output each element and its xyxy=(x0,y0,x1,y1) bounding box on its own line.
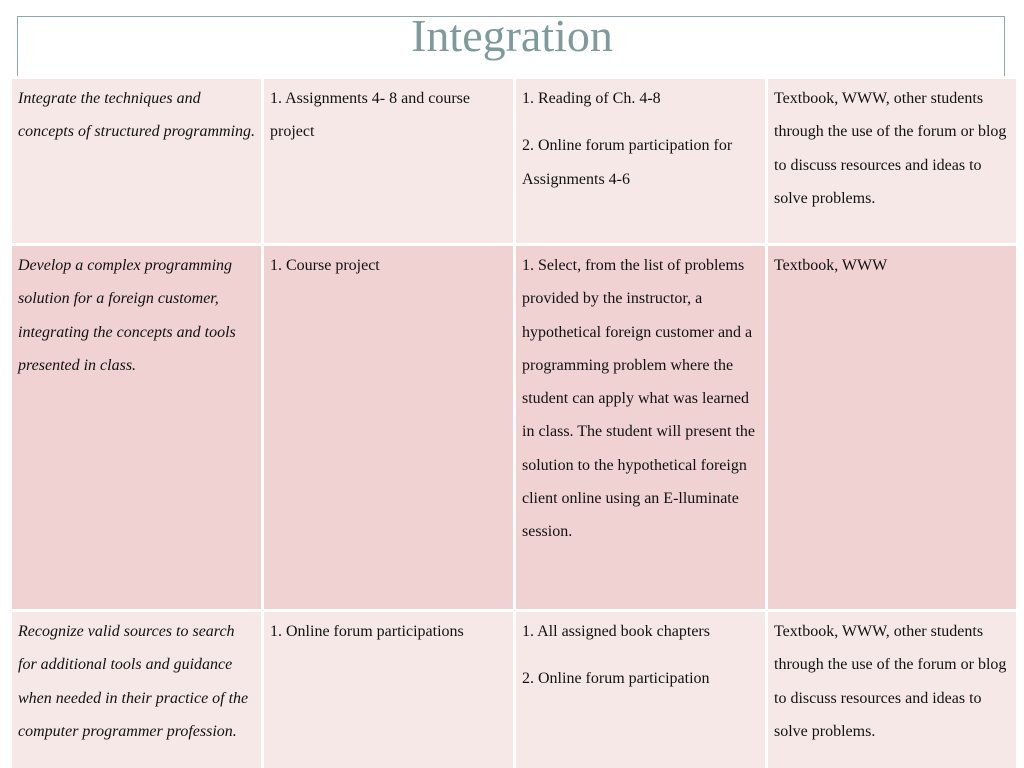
slide-title: Integration xyxy=(411,10,613,61)
outcome-cell: Develop a complex programming solution for a foreign customer, integrating the concepts and tools presented in class. xyxy=(11,245,263,611)
assessment-cell: 1. Online forum participations xyxy=(263,611,515,768)
resources-cell: Textbook, WWW, other students through the use of the forum or blog to discuss resources and ideas to solve problems. xyxy=(767,78,1018,245)
activity-item: 1. Reading of Ch. 4-8 xyxy=(522,90,661,107)
resources-cell: Textbook, WWW, other students through the use of the forum or blog to discuss resources and ideas to solve problems. xyxy=(767,611,1018,768)
table-row xyxy=(11,78,1018,245)
activity-item: 1. Select, from the list of problems provided by the instructor, a hypothetical foreign customer and a programming problem where the student can apply what was learned in class. The student will present the solution to the hypothetical foreign client online using an E-lluminate session. xyxy=(522,257,755,541)
assessment-cell: 1. Course project xyxy=(263,245,515,611)
assessment-cell: 1. Assignments 4- 8 and course project xyxy=(263,78,515,245)
activities-cell xyxy=(515,245,767,611)
resources-cell: Textbook, WWW xyxy=(767,245,1018,611)
activity-item: 2. Online forum participation for Assignments 4-6 xyxy=(522,137,733,188)
table-row xyxy=(11,611,1018,768)
activity-item: 2. Online forum participation xyxy=(522,670,710,688)
activities-cell xyxy=(515,78,767,245)
integration-table xyxy=(9,76,1019,768)
outcome-cell: Integrate the techniques and concepts of structured programming. xyxy=(11,78,263,245)
outcome-cell: Recognize valid sources to search for additional tools and guidance when needed in their practice of the computer programmer profession. xyxy=(11,611,263,768)
activity-item: 1. All assigned book chapters xyxy=(522,623,710,640)
activities-cell xyxy=(515,611,767,768)
table-row xyxy=(11,245,1018,611)
